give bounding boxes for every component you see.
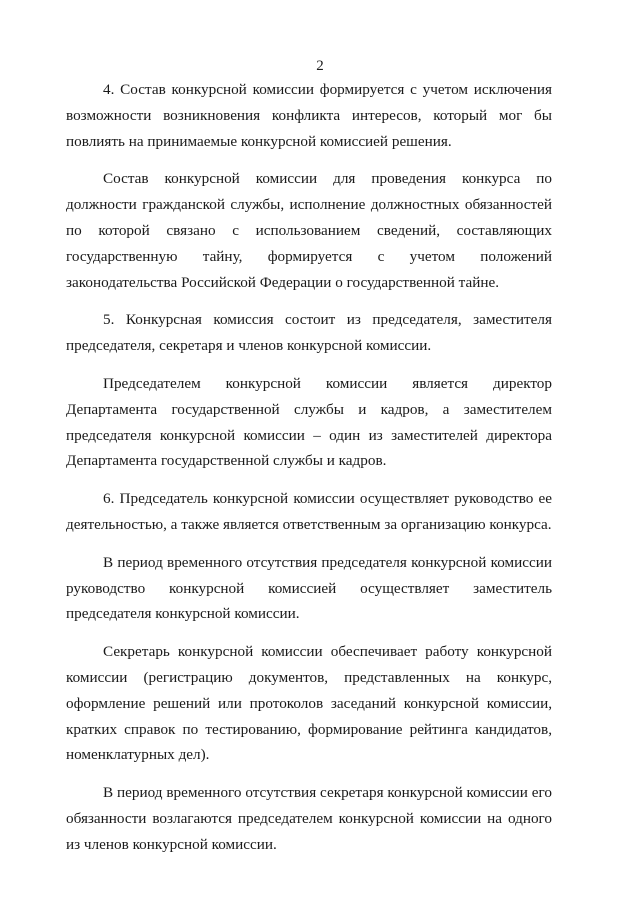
paragraph-secretary-duties: Секретарь конкурсной комиссии обеспечивает работу конкурсной комиссии (регистрацию документов, представленных на конкурс, оформление решений или протоколов заседаний конкурсной комиссии, кратких справок по тестированию, формирование рейтинга кандидатов, номенклатурных дел). xyxy=(66,643,552,764)
paragraph-secretary-absence: В период временного отсутствия секретаря конкурсной комиссии его обязанности возлагаются председателем конкурсной комиссии на одного из членов конкурсной комиссии. xyxy=(66,784,552,853)
paragraph-item-6-chairman-duties: 6. Председатель конкурсной комиссии осуществляет руководство ее деятельностью, а также является ответственным за организацию конкурса. xyxy=(66,490,552,533)
paragraph-chairman-absence: В период временного отсутствия председателя конкурсной комиссии руководство конкурсной комиссией осуществляет заместитель председателя конкурсной комиссии. xyxy=(66,553,552,623)
page-number: 2 xyxy=(316,58,324,74)
paragraph-item-5-members: 5. Конкурсная комиссия состоит из председателя, заместителя председателя, секретаря и членов конкурсной комиссии. xyxy=(66,311,552,355)
paragraph-chairman: Председателем конкурсной комиссии является директор Департамента государственной службы и кадров, а заместителем председателя конкурсной комиссии – один из заместителей директора Департамента государственной службы и кадров. xyxy=(66,374,552,470)
paragraph-state-secret-composition: Состав конкурсной комиссии для проведения конкурса по должности гражданской службы, исполнение должностных обязанностей по которой связано с использованием сведений, составляющих государственную тайну, формируется с учетом положений законодательства Российской Федерации о государственной тайне. xyxy=(66,170,552,291)
document-body xyxy=(66,77,552,870)
paragraph-item-4-composition: 4. Состав конкурсной комиссии формируется с учетом исключения возможности возникновения конфликта интересов, который мог бы повлиять на принимаемые конкурсной комиссией решения. xyxy=(66,81,552,150)
